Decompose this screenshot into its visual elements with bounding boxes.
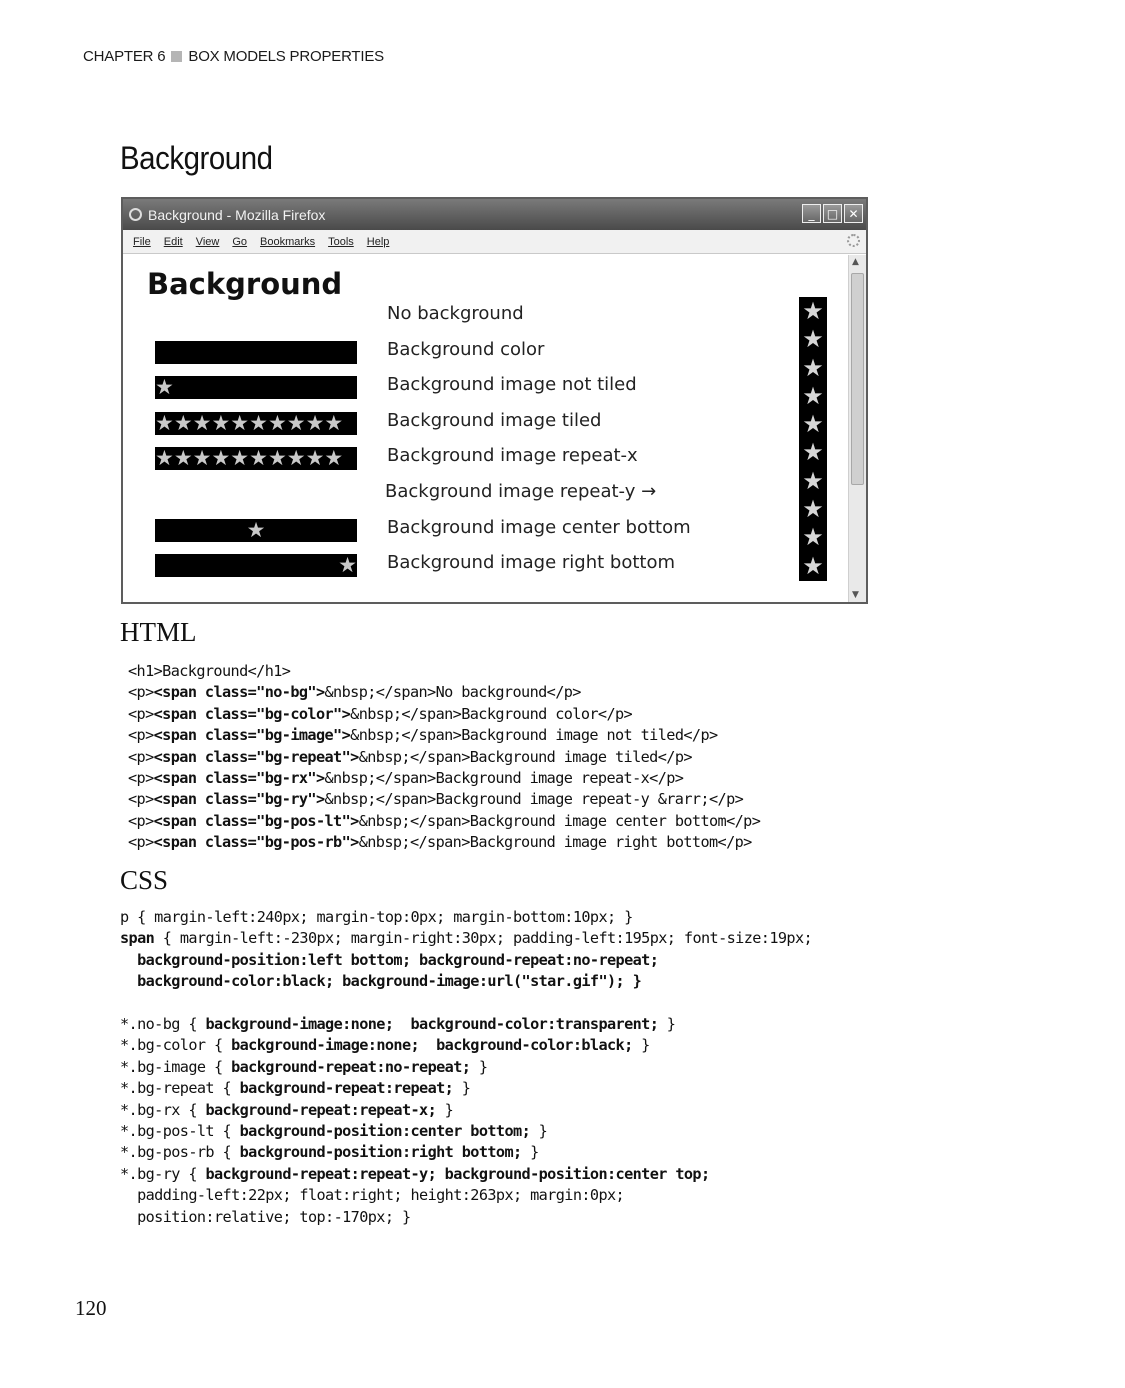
demo-label-rx: Background image repeat-x [387,445,638,467]
css-code-listing [120,907,812,1228]
code-segment: <span class="bg-ry"> [153,790,325,809]
menu-help[interactable]: Help [366,235,390,248]
demo-bar-rx: ★★★★★★★★★★ [155,447,357,470]
menu-tools[interactable]: Tools [328,235,354,248]
section-title: Background [120,140,273,176]
code-line [128,704,760,725]
code-segment: &nbsp;</span>Background image repeat-y &rarr;</p> [324,790,744,809]
code-segment: <p> [128,683,154,702]
code-segment: } [436,1100,454,1119]
demo-bar-pos-lt: ★ [155,519,357,542]
scrollbar-thumb[interactable] [851,273,864,485]
code-line [120,1185,812,1206]
code-line [120,993,812,1014]
code-segment: *.bg-ry { [120,1164,206,1183]
code-segment: <span class="bg-image"> [153,726,351,745]
code-segment: background-position:right bottom; [239,1143,522,1162]
code-line [128,661,760,682]
code-segment: <p> [128,790,154,809]
separator-square-icon [171,51,182,62]
code-line [120,1014,812,1035]
code-line [120,1035,812,1056]
code-segment: <p> [128,833,154,852]
code-segment: <span class="bg-pos-rb"> [153,833,359,852]
chapter-label: CHAPTER 6 [83,48,166,65]
code-segment: background-image:none; background-color:transparent; [205,1015,659,1034]
code-segment: <span class="bg-color"> [153,704,351,723]
code-segment: p { margin-left:240px; margin-top:0px; margin-bottom:10px; } [120,908,633,926]
code-segment: &nbsp;</span>No background</p> [324,683,581,702]
demo-label-image: Background image not tiled [387,374,637,396]
code-segment: &nbsp;</span>Background image repeat-x</p> [324,769,684,788]
page-viewport [123,255,848,602]
code-segment: <span class="bg-repeat"> [153,747,359,766]
code-segment: *.bg-rx { [120,1100,206,1119]
code-segment: *.bg-color { [120,1036,232,1055]
code-segment: <p> [128,704,154,723]
code-line [120,1121,812,1142]
demo-bar-image: ★ [155,376,357,399]
code-segment: &nbsp;</span>Background color</p> [350,704,633,723]
window-title: Background - Mozilla Firefox [148,206,326,223]
demo-label-repeat: Background image tiled [387,409,602,431]
code-segment: background-position:center bottom; [239,1122,531,1141]
scroll-up-icon[interactable]: ▲ [852,257,859,267]
code-segment: background-repeat:repeat; [239,1079,454,1098]
window-controls [802,204,863,223]
code-line [120,950,812,971]
code-line [128,832,760,853]
code-segment: *.bg-repeat { [120,1079,240,1098]
demo-bar-pos-rb: ★ [155,554,357,577]
code-segment: <p> [128,811,154,830]
code-segment: } [632,1036,650,1055]
demo-label-none: No background [387,303,524,324]
demo-bar-repeat: ★★★★★★★★★★ [155,412,357,435]
demo-label-color: Background color [387,338,545,360]
demo-label-pos-rb: Background image right bottom [387,552,676,574]
code-segment: background-repeat:repeat-x; [205,1100,437,1119]
code-segment: <p> [128,726,154,745]
code-line [128,747,760,768]
firefox-icon [129,208,142,221]
html-heading: HTML [120,617,197,647]
code-segment: background-position:left bottom; background-repeat:no-repeat; [120,950,659,969]
code-line [120,1057,812,1078]
code-segment: span [120,929,155,948]
code-segment: <span class="bg-rx"> [153,769,325,788]
code-segment: *.bg-pos-rb { [120,1143,240,1162]
menu-bar [123,230,866,254]
maximize-button[interactable]: □ [823,204,842,223]
code-segment: background-image:none; background-color:black; [231,1036,633,1055]
code-line [120,1078,812,1099]
code-segment: *.no-bg { [120,1015,206,1034]
code-segment: } [658,1015,676,1034]
browser-window-screenshot [121,197,868,604]
window-titlebar [123,199,866,230]
code-line [120,928,812,949]
code-segment: *.bg-pos-lt { [120,1122,240,1141]
code-line [120,1207,812,1228]
close-button[interactable]: ✕ [844,204,863,223]
demo-bar-color [155,341,357,364]
menu-view[interactable]: View [195,235,220,248]
menu-bookmarks[interactable]: Bookmarks [260,235,316,248]
code-segment: &nbsp;</span>Background image right bottom</p> [358,833,752,852]
code-segment: { margin-left:-230px; margin-right:30px; padding-left:195px; font-size:19px; [154,929,813,948]
code-line [120,1164,812,1185]
code-segment: *.bg-image { [120,1057,232,1076]
demo-label-pos-lt: Background image center bottom [387,516,691,538]
menu-go[interactable]: Go [232,235,248,248]
code-line [128,682,760,703]
code-line [120,1142,812,1163]
code-line [128,789,760,810]
code-segment: } [470,1057,488,1076]
scroll-down-icon[interactable]: ▼ [852,590,859,600]
vertical-scrollbar[interactable] [848,255,866,602]
chapter-title: BOX MODELS PROPERTIES [188,48,384,65]
code-segment: } [521,1143,539,1162]
demo-label-ry: Background image repeat-y → [385,481,657,502]
page-number: 120 [75,1296,107,1320]
code-segment: background-color:black; background-image:url("star.gif"); } [120,972,642,991]
code-segment: position:relative; top:-170px; } [120,1207,411,1226]
code-line [128,768,760,789]
code-line [120,907,812,928]
code-segment: &nbsp;</span>Background image not tiled</p> [350,726,718,745]
code-line [128,725,760,746]
menu-file[interactable]: File [133,235,151,248]
code-segment: <h1>Background</h1> [128,662,291,680]
code-segment: <span class="bg-pos-lt"> [153,811,359,830]
code-segment: <p> [128,747,154,766]
menu-edit[interactable]: Edit [163,235,183,248]
css-heading: CSS [120,865,169,895]
code-segment: background-repeat:repeat-y; background-position:center top; [205,1164,710,1183]
code-segment: background-repeat:no-repeat; [231,1057,471,1076]
code-line [128,811,760,832]
demo-strip-repeat-y: ★ ★ ★ ★ ★ ★ ★ ★ ★ ★ [799,297,827,581]
code-segment: <p> [128,769,154,788]
code-segment: <span class="no-bg"> [153,683,325,702]
code-segment: } [530,1122,548,1141]
code-segment: } [453,1079,471,1098]
code-segment: &nbsp;</span>Background image center bottom</p> [358,811,761,830]
html-code-listing [128,661,760,854]
code-line [120,1100,812,1121]
demo-heading: Background [147,267,343,301]
code-segment: padding-left:22px; float:right; height:263px; margin:0px; [120,1186,625,1205]
code-segment: &nbsp;</span>Background image tiled</p> [358,747,692,766]
running-head [83,48,384,65]
minimize-button[interactable]: _ [802,204,821,223]
code-line [120,971,812,992]
throbber-icon [847,234,860,247]
